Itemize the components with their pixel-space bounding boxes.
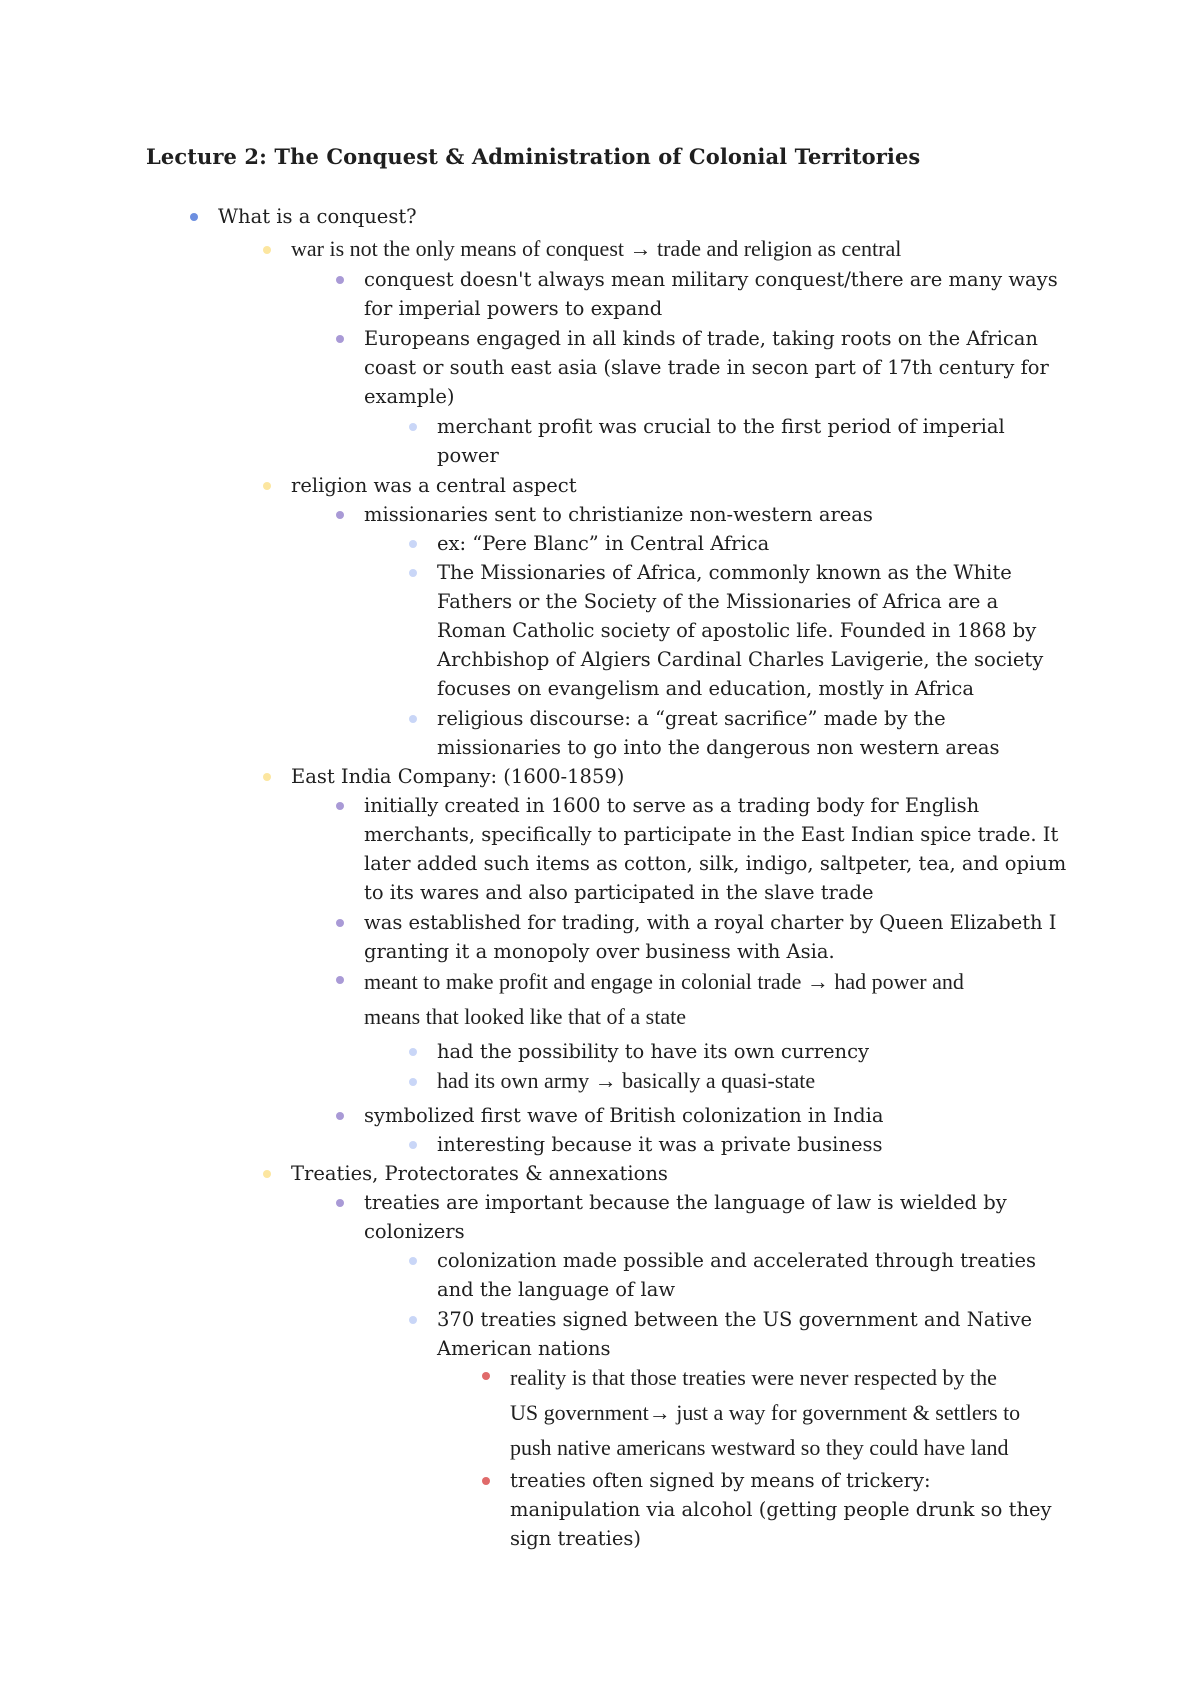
list-item-text: to its wares and also participated in the slave trade — [364, 881, 874, 904]
list-item-text: East India Company: (1600-1859) — [291, 765, 625, 788]
bullet-icon — [409, 1048, 417, 1056]
list-item-text: religion was a central aspect — [291, 474, 577, 497]
bullet-icon — [190, 213, 198, 221]
bullet-icon — [409, 1141, 417, 1149]
bullet-icon — [336, 919, 344, 927]
list-item — [364, 908, 1057, 966]
list-item — [437, 1130, 883, 1159]
list-item-text: Roman Catholic society of apostolic life. Founded in 1868 by — [437, 619, 1037, 642]
bullet-icon — [336, 802, 344, 810]
bullet-icon — [409, 1257, 417, 1265]
list-item-text: and the language of law — [437, 1278, 676, 1301]
list-item — [437, 1066, 815, 1095]
list-item-text: later added such items as cotton, silk, indigo, saltpeter, tea, and opium — [364, 852, 1067, 875]
list-item-text: religious discourse: a “great sacrifice” made by the — [437, 707, 946, 730]
list-item-text: interesting because it was a private business — [437, 1133, 883, 1156]
list-item-text: 370 treaties signed between the US government and Native — [437, 1308, 1033, 1331]
list-item — [364, 1101, 884, 1130]
list-item — [364, 500, 873, 529]
list-item-text: The Missionaries of Africa, commonly known as the White — [437, 561, 1012, 584]
list-item — [364, 324, 1049, 411]
list-item — [364, 1188, 1007, 1246]
list-item-text: had the possibility to have its own currency — [437, 1040, 870, 1063]
list-item-text: war is not the only means of conquest → trade and religion as central — [291, 236, 902, 261]
list-item — [291, 471, 577, 500]
bullet-icon — [409, 540, 417, 548]
list-item — [364, 265, 1058, 323]
list-item — [291, 1159, 668, 1188]
bullet-icon — [336, 511, 344, 519]
bullet-icon — [263, 246, 271, 254]
list-item-text: missionaries to go into the dangerous non western areas — [437, 736, 1000, 759]
list-item-text: meant to make profit and engage in colonial trade → had power and — [364, 969, 964, 994]
list-item-text: granting it a monopoly over business with Asia. — [364, 940, 835, 963]
list-item-text: Archbishop of Algiers Cardinal Charles Lavigerie, the society — [437, 648, 1044, 671]
list-item-text: American nations — [437, 1337, 611, 1360]
list-item — [437, 558, 1043, 703]
list-item-text: treaties are important because the language of law is wielded by — [364, 1191, 1007, 1214]
list-item — [437, 1246, 1036, 1304]
list-item — [510, 1466, 1052, 1553]
list-item — [510, 1360, 1020, 1465]
list-item-text: Fathers or the Society of the Missionaries of Africa are a — [437, 590, 999, 613]
bullet-icon — [336, 1199, 344, 1207]
list-item — [437, 704, 1000, 762]
bullet-icon — [336, 1112, 344, 1120]
list-item-text: means that looked like that of a state — [364, 1004, 686, 1029]
bullet-icon — [263, 482, 271, 490]
list-item-text: ex: “Pere Blanc” in Central Africa — [437, 532, 770, 555]
bullet-icon — [409, 569, 417, 577]
list-item-text: colonization made possible and accelerated through treaties — [437, 1249, 1037, 1272]
list-item-text: merchants, specifically to participate in the East Indian spice trade. It — [364, 823, 1059, 846]
bullet-icon — [409, 715, 417, 723]
bullet-icon — [336, 335, 344, 343]
list-item-text: merchant profit was crucial to the first period of imperial — [437, 415, 1005, 438]
list-item-text: initially created in 1600 to serve as a trading body for English — [364, 794, 980, 817]
list-item — [437, 1305, 1032, 1363]
bullet-icon — [263, 773, 271, 781]
bullet-icon — [263, 1170, 271, 1178]
list-item — [437, 412, 1005, 470]
list-item-text: had its own army → basically a quasi-state — [437, 1068, 816, 1093]
list-item-text: colonizers — [364, 1220, 465, 1243]
bullet-icon — [336, 976, 344, 984]
bullet-icon — [409, 423, 417, 431]
list-item-text: missionaries sent to christianize non-western areas — [364, 503, 873, 526]
list-item-text: manipulation via alcohol (getting people drunk so they — [510, 1498, 1052, 1521]
list-item-text: power — [437, 444, 499, 467]
list-item — [291, 234, 901, 263]
bullet-icon — [409, 1316, 417, 1324]
list-item-text: reality is that those treaties were never respected by the — [510, 1365, 997, 1390]
list-item — [437, 529, 769, 558]
list-item-text: was established for trading, with a royal charter by Queen Elizabeth I — [364, 911, 1057, 934]
list-item-text: sign treaties) — [510, 1527, 642, 1550]
bullet-icon — [482, 1372, 490, 1380]
list-item-text: push native americans westward so they could have land — [510, 1435, 1009, 1460]
list-item-text: conquest doesn't always mean military conquest/there are many ways — [364, 268, 1058, 291]
list-item-text: Treaties, Protectorates & annexations — [291, 1162, 668, 1185]
list-item-text: for imperial powers to expand — [364, 297, 663, 320]
list-item — [218, 202, 417, 231]
list-item-text: US government→ just a way for government & settlers to — [510, 1400, 1021, 1425]
list-item-text: coast or south east asia (slave trade in secon part of 17th century for — [364, 356, 1049, 379]
list-item — [291, 762, 624, 791]
list-item-text: example) — [364, 385, 455, 408]
list-item — [437, 1037, 869, 1066]
list-item — [364, 964, 964, 1034]
bullet-icon — [409, 1078, 417, 1086]
list-item — [364, 791, 1066, 907]
list-item-text: symbolized first wave of British colonization in India — [364, 1104, 884, 1127]
bullet-icon — [336, 276, 344, 284]
list-item-text: Europeans engaged in all kinds of trade, taking roots on the African — [364, 327, 1038, 350]
list-item-text: focuses on evangelism and education, mostly in Africa — [437, 677, 974, 700]
list-item-text: treaties often signed by means of trickery: — [510, 1469, 931, 1492]
list-item-text: What is a conquest? — [218, 205, 417, 228]
bullet-icon — [482, 1477, 490, 1485]
page-title: Lecture 2: The Conquest & Administration of Colonial Territories — [146, 144, 921, 169]
